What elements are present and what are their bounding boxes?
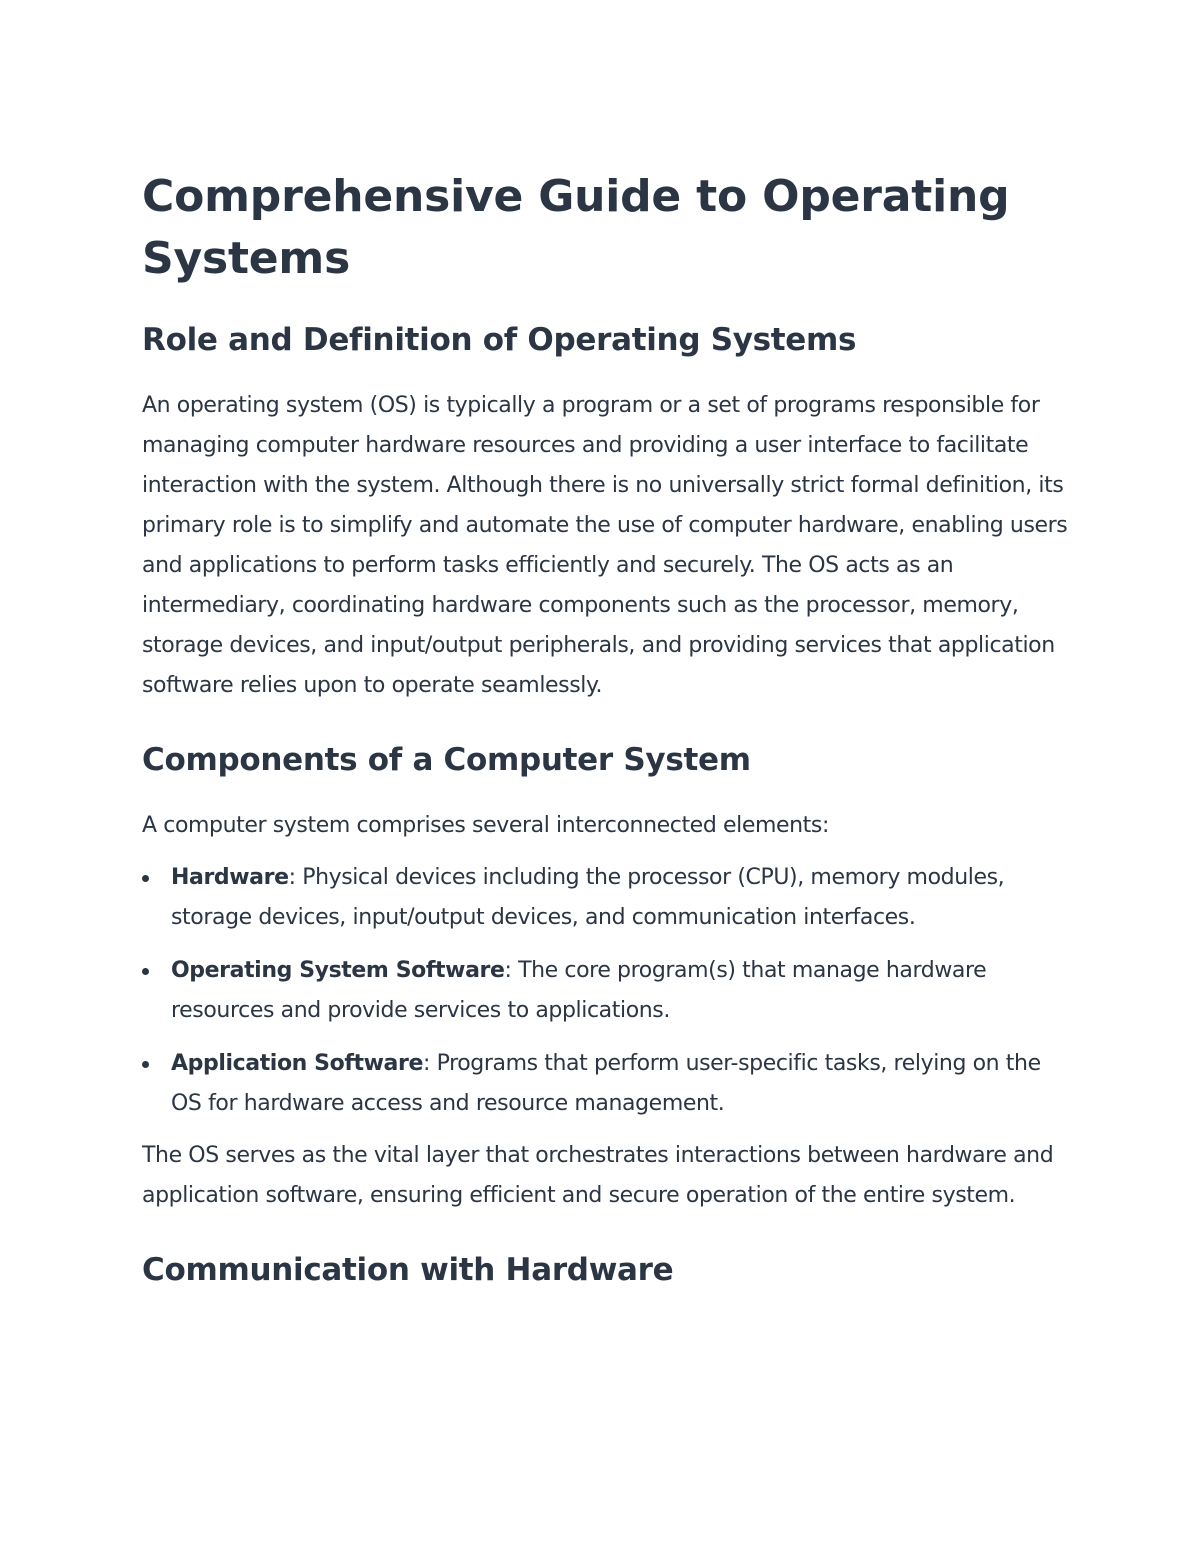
bullet-icon <box>142 1061 149 1068</box>
components-intro-paragraph: A computer system comprises several interconnected elements: <box>142 813 829 838</box>
list-item <box>142 951 1072 1031</box>
document-title: Comprehensive Guide to Operating Systems <box>142 171 1010 284</box>
bullet-icon <box>142 875 149 882</box>
list-item-term: Operating System Software <box>171 958 505 983</box>
section-paragraph-role: An operating system (OS) is typically a program or a set of programs responsible for managing computer hardware resources and providing a user interface to facilitate interaction with the system. Although there is no universally strict formal definition, its primary role is to simplify and automate the use of computer hardware, enabling users and applications to perform tasks efficiently and securely. The OS acts as an intermediary, coordinating hardware components such as the processor, memory, storage devices, and input/output peripherals, and providing services that application software relies upon to operate seamlessly. <box>142 393 1068 698</box>
document-page <box>142 166 1072 1290</box>
components-outro-paragraph: The OS serves as the vital layer that orchestrates interactions between hardware and application software, ensuring efficient and secure operation of the entire system. <box>142 1143 1054 1208</box>
list-item-term: Hardware <box>171 865 289 890</box>
section-heading-components: Components of a Computer System <box>142 742 751 778</box>
list-item-term: Application Software <box>171 1051 423 1076</box>
list-item <box>142 858 1072 938</box>
components-list <box>142 858 1072 1124</box>
list-item-text: : The core program(s) that manage hardware resources and provide services to applications. <box>171 958 987 1023</box>
bullet-icon <box>142 968 149 975</box>
list-item-text: : Programs that perform user-specific tasks, relying on the OS for hardware access and resource management. <box>171 1051 1041 1116</box>
section-heading-communication: Communication with Hardware <box>142 1252 674 1288</box>
list-item-text: : Physical devices including the processor (CPU), memory modules, storage devices, input/output devices, and communication interfaces. <box>171 865 1005 930</box>
list-item <box>142 1044 1072 1124</box>
section-heading-role: Role and Definition of Operating Systems <box>142 322 857 358</box>
